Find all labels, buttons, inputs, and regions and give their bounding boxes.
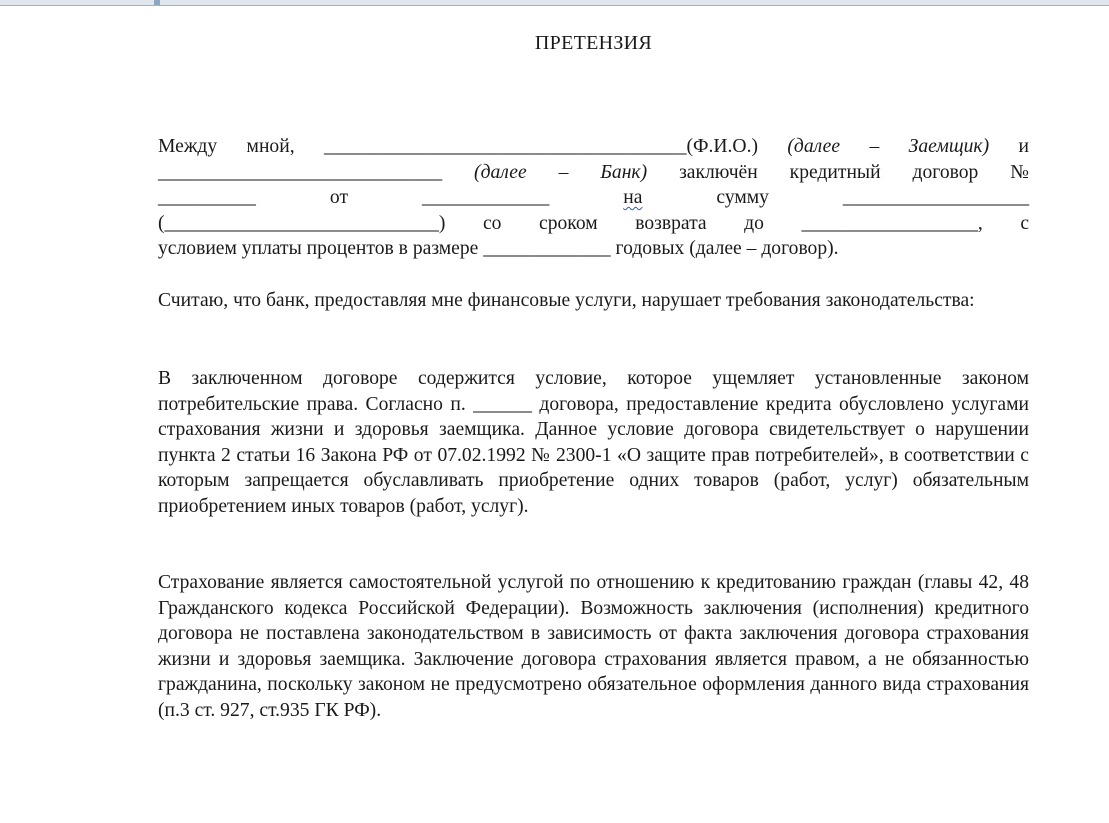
word-credit: кредитный (789, 161, 881, 183)
text-between: Между мной, (158, 136, 295, 157)
word-with: со (482, 212, 502, 234)
blank-contract-date: _____________ (421, 187, 550, 208)
blank-contract-number: __________ (158, 187, 256, 208)
word-until: до (744, 212, 764, 234)
intro-line-5 (158, 236, 1029, 262)
intro-paragraph (158, 134, 1029, 262)
label-bank: (далее – Банк) (474, 161, 648, 183)
paragraph-insurance-text: Страхование является самостоятельной услугой по отношению к кредитованию граждан (главы 42, 48 Гражданского кодекса Российской Федерации). Возможность заключения (исполнения) кредитного договора не поставлена законодательством в зависимость от факта заключения договора страхования жизни и здоровья заемщика. Заключение договора страхования является правом, а не обязанностью гражданина, поскольку законом не предусмотрено обязательное оформления данного вида страхования (п.3 ст. 927, ст.935 ГК РФ). (158, 572, 1029, 721)
intro-line-1 (158, 134, 1029, 160)
blank-bank-name: _____________________________ (158, 161, 443, 183)
intro-line-2 (158, 160, 1029, 186)
blank-amount-in-words: (____________________________) (158, 212, 446, 234)
word-term: сроком (539, 212, 598, 234)
text-and: и (1018, 136, 1029, 157)
word-with-lower: с (1020, 212, 1030, 234)
paragraph-violation-text: Считаю, что банк, предоставляя мне финансовые услуги, нарушает требования законодательства: (158, 290, 975, 311)
blank-amount: ___________________ (842, 187, 1030, 208)
label-borrower: (далее – Заемщик) (787, 136, 990, 157)
paragraph-contract-condition-text: В заключенном договоре содержится условие, которое ущемляет установленные законом потребительские права. Согласно п. ______ договора, предоставление кредита обусловлено услугами страхования жизни и здоровья заемщика. Данное условие договора свидетельствует о нарушении пункта 2 статьи 16 Закона РФ от 07.02.1992 № 2300-1 «О защите прав потребителей», в соответствии с которым запрещается обуславливать приобретение одних товаров (работ, услуг) обязательным приобретением иных товаров (работ, услуг). (158, 368, 1029, 517)
word-amount: сумму (716, 187, 769, 208)
word-return: возврата (635, 212, 707, 234)
paragraph-insurance (158, 570, 1029, 723)
word-contract: договор (912, 161, 979, 183)
label-fio: (Ф.И.О.) (686, 136, 759, 157)
text-annual: годовых (далее – договор). (615, 238, 839, 259)
word-number-sign: № (1010, 161, 1029, 183)
intro-line-3 (158, 185, 1029, 211)
paragraph-violation (158, 288, 1029, 314)
ruler-indent-marker[interactable] (154, 0, 160, 5)
horizontal-ruler[interactable] (0, 0, 1109, 6)
blank-full-name: _____________________________________ (324, 136, 687, 157)
text-interest-condition: условием уплаты процентов в размере (158, 238, 479, 259)
blank-return-date: __________________, (801, 212, 983, 234)
word-concluded: заключён (679, 161, 758, 183)
word-on: на (623, 187, 643, 208)
paragraph-contract-condition (158, 366, 1029, 519)
blank-interest-rate: _____________ (483, 238, 611, 259)
intro-line-4 (158, 211, 1029, 237)
document-title: ПРЕТЕНЗИЯ (534, 32, 653, 54)
word-from: от (329, 187, 349, 208)
